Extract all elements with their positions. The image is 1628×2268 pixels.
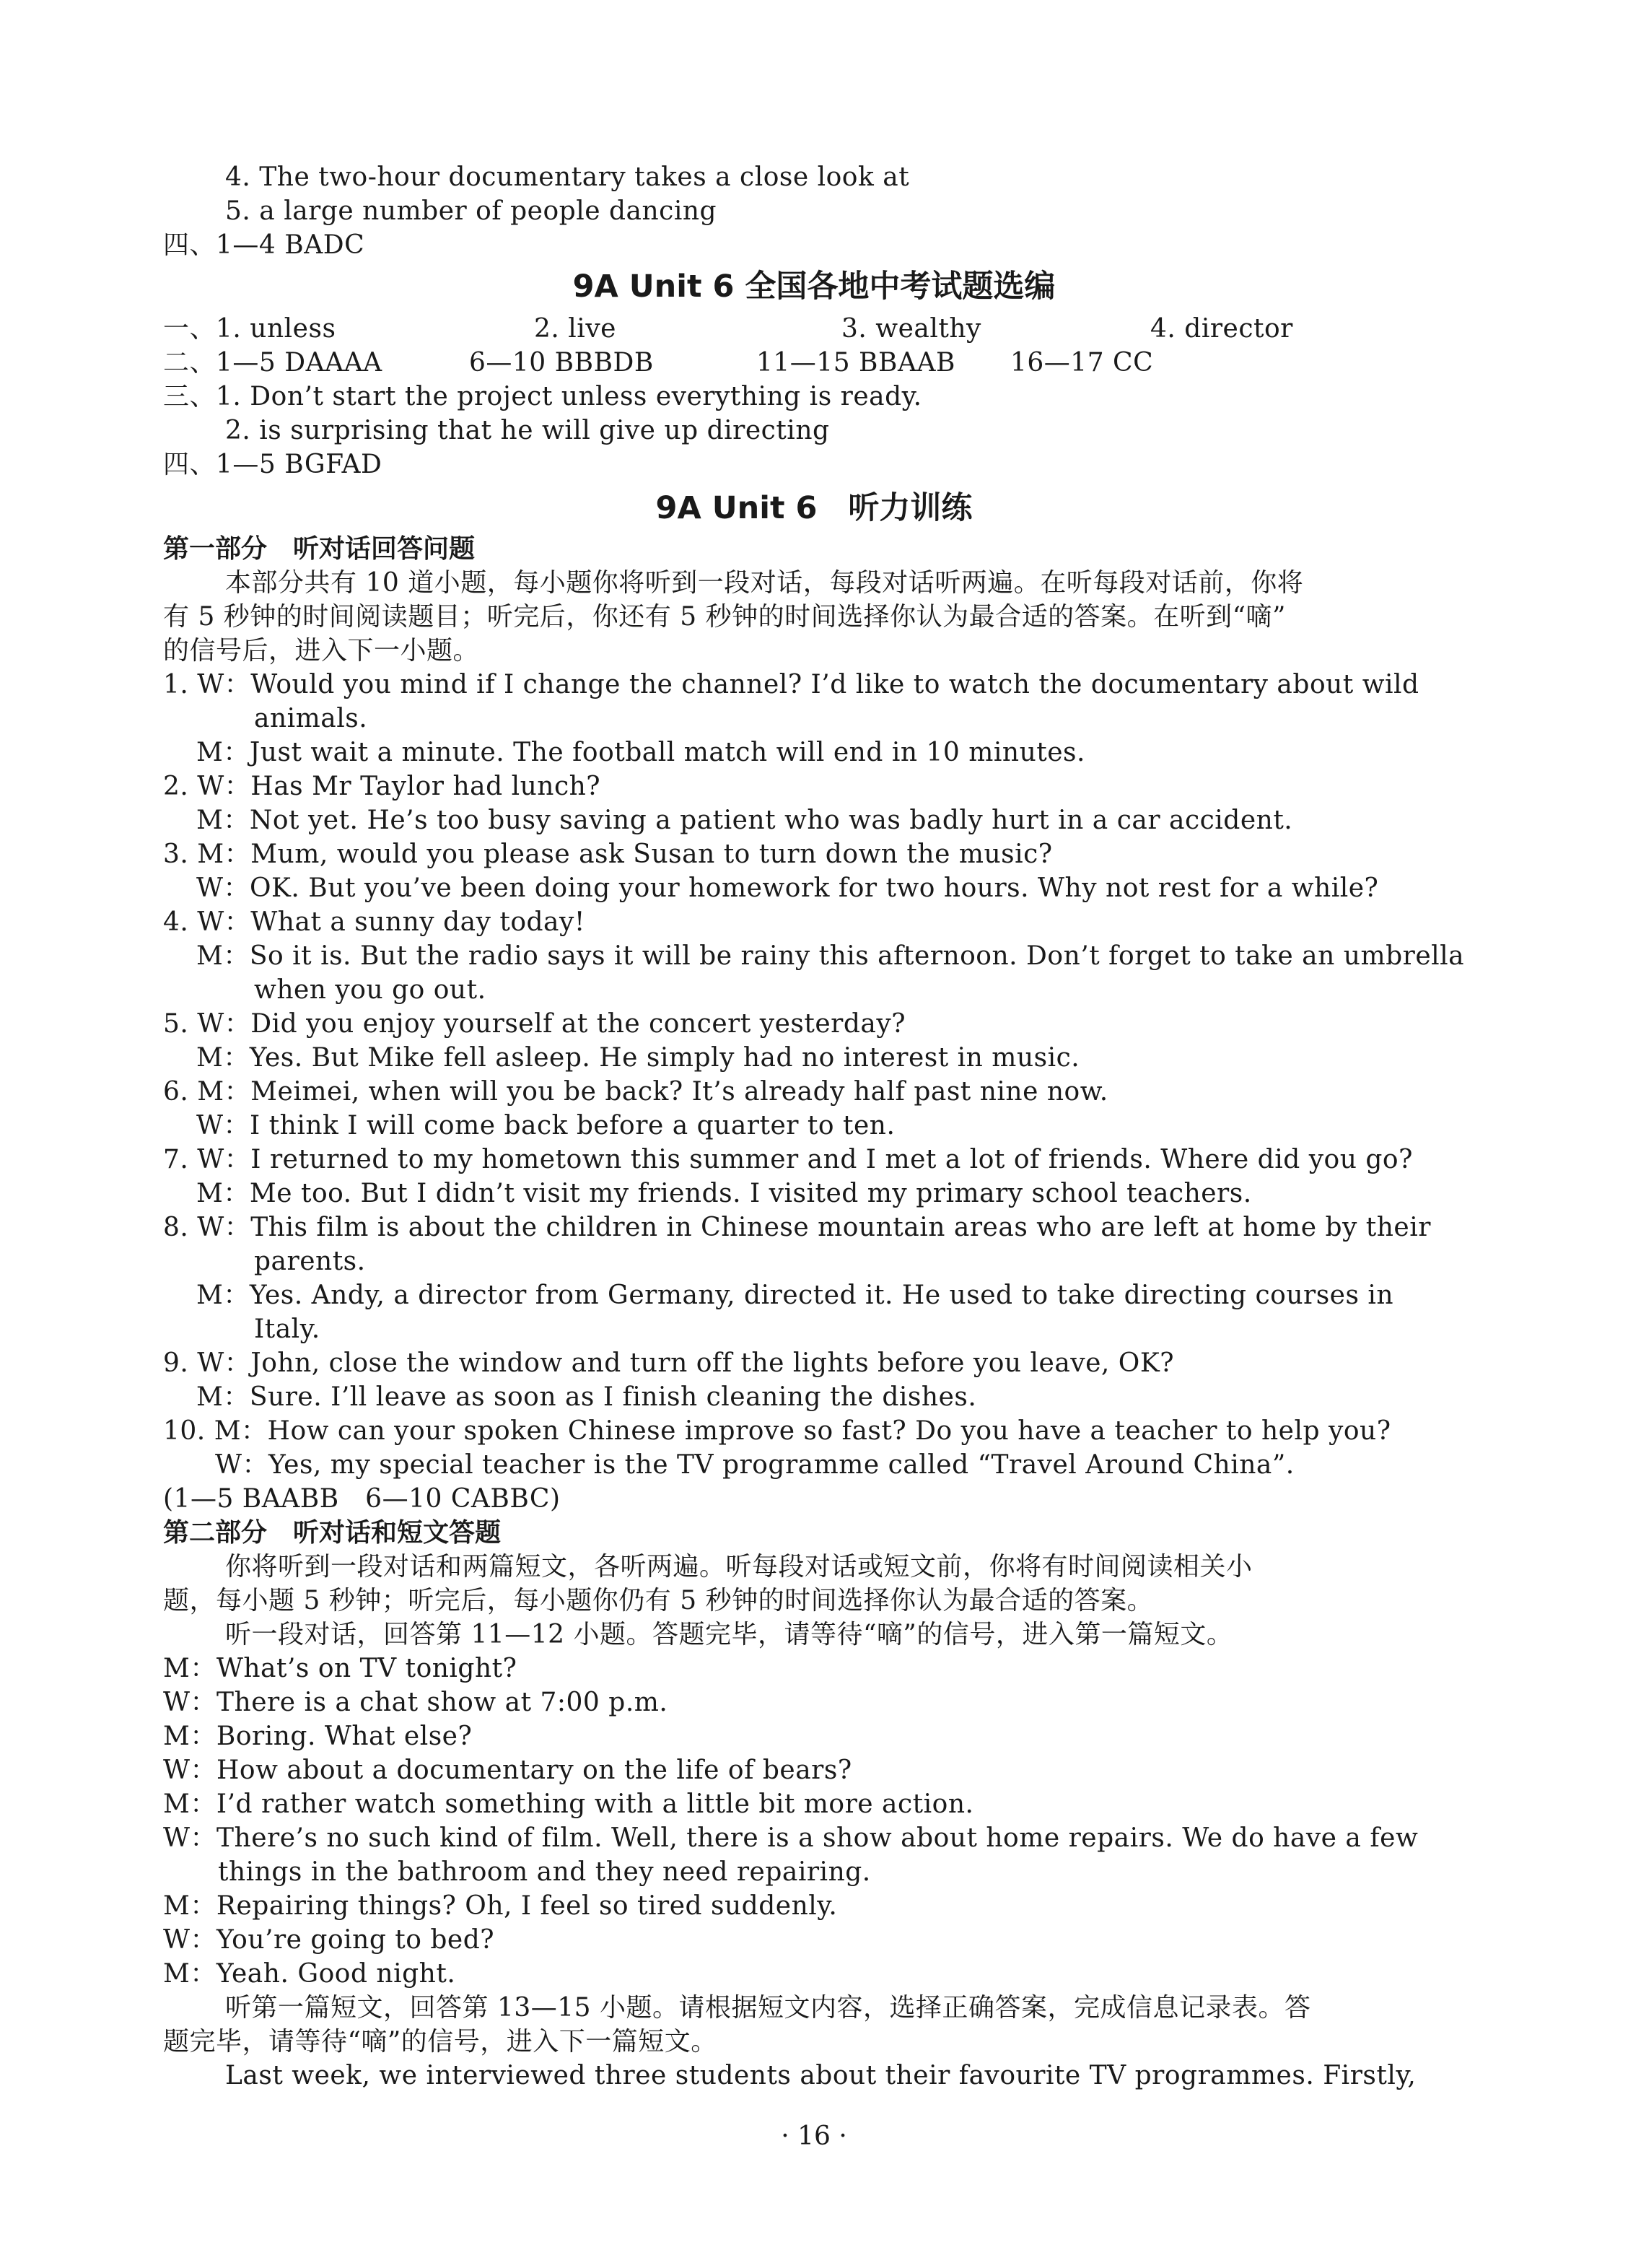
exam-s1-item2: 2. live xyxy=(534,314,616,344)
dialogue6-m: 6. M：Meimei, when will you be back? It’s already half past nine now. xyxy=(163,1077,1108,1107)
dialogue7-m: M：Me too. But I didn’t visit my friends. I visited my primary school teachers. xyxy=(196,1179,1252,1208)
part1-intro-line1: 本部分共有 10 道小题，每小题你将听到一段对话，每段对话听两遍。在听每段对话前，你将 xyxy=(225,568,1304,598)
part2-intro-line3: 听一段对话，回答第 11—12 小题。答题完毕，请等待“嘀”的信号，进入第一篇短文。 xyxy=(225,1620,1233,1649)
dialogue1-m: M：Just wait a minute. The football match will end in 10 minutes. xyxy=(196,738,1085,767)
dialogue5-w: 5. W：Did you enjoy yourself at the concert yesterday? xyxy=(163,1009,906,1039)
part2-intro-line2: 题，每小题 5 秒钟；听完后，每小题你仍有 5 秒钟的时间选择你认为最合适的答案。 xyxy=(163,1586,1154,1615)
part1-intro-line3: 的信号后，进入下一小题。 xyxy=(163,636,480,666)
conversation-line7: M：Repairing things? Oh, I feel so tired suddenly. xyxy=(163,1891,838,1921)
conversation-line1: M：What’s on TV tonight? xyxy=(163,1654,517,1683)
dialogue9-w: 9. W：John, close the window and turn off the lights before you leave, OK? xyxy=(163,1348,1175,1378)
dialogue8-m-line1: M：Yes. Andy, a director from Germany, directed it. He used to take directing courses in xyxy=(196,1281,1394,1310)
dialogue10-w: W：Yes, my special teacher is the TV programme called “Travel Around China”. xyxy=(215,1450,1295,1480)
exam-s1-item4: 4. director xyxy=(1150,314,1293,344)
part1-heading: 第一部分 听对话回答问题 xyxy=(163,534,476,564)
passage1-intro-line2: 题完毕，请等待“嘀”的信号，进入下一篇短文。 xyxy=(163,2027,717,2057)
dialogue5-m: M：Yes. But Mike fell asleep. He simply had no interest in music. xyxy=(196,1043,1080,1073)
dialogue4-w: 4. W：What a sunny day today! xyxy=(163,907,585,937)
exam-s3-line2: 2. is surprising that he will give up directing xyxy=(225,416,830,445)
dialogue8-m-line2: Italy. xyxy=(254,1314,320,1344)
exam-s4: 四、1—5 BGFAD xyxy=(163,450,382,479)
exam-s3-line1: 三、1. Don’t start the project unless everything is ready. xyxy=(163,382,922,411)
dialogue10-m: 10. M：How can your spoken Chinese improve so fast? Do you have a teacher to help you? xyxy=(163,1416,1391,1446)
passage1-intro-line1: 听第一篇短文，回答第 13—15 小题。请根据短文内容，选择正确答案，完成信息记录表。答 xyxy=(225,1993,1311,2023)
dialogue7-w: 7. W：I returned to my hometown this summer and I met a lot of friends. Where did you go? xyxy=(163,1145,1413,1174)
conversation-line5: M：I’d rather watch something with a little bit more action. xyxy=(163,1789,974,1819)
exam-s2-group1: 二、1—5 DAAAA xyxy=(163,348,382,378)
conversation-line2: W：There is a chat show at 7:00 p.m. xyxy=(163,1688,668,1717)
dialogue2-w: 2. W：Has Mr Taylor had lunch? xyxy=(163,772,601,801)
dialogue8-w-line2: parents. xyxy=(254,1247,366,1276)
dialogue3-w: W：OK. But you’ve been doing your homework for two hours. Why not rest for a while? xyxy=(196,873,1379,903)
prev-section-4: 四、1—4 BADC xyxy=(163,230,365,260)
conversation-line4: W：How about a documentary on the life of bears? xyxy=(163,1755,852,1785)
part1-answers: (1—5 BAABB 6—10 CABBC) xyxy=(163,1484,561,1514)
dialogue8-w-line1: 8. W：This film is about the children in Chinese mountain areas who are left at home by their xyxy=(163,1213,1431,1242)
dialogue1-w-line1: 1. W：Would you mind if I change the channel? I’d like to watch the documentary about wild xyxy=(163,670,1419,699)
conversation-line9: M：Yeah. Good night. xyxy=(163,1959,456,1989)
conversation-line6b: things in the bathroom and they need repairing. xyxy=(218,1857,871,1887)
dialogue2-m: M：Not yet. He’s too busy saving a patient who was badly hurt in a car accident. xyxy=(196,806,1293,835)
exam-section-title: 9A Unit 6 全国各地中考试题选编 xyxy=(572,269,1056,305)
dialogue6-w: W：I think I will come back before a quarter to ten. xyxy=(196,1111,896,1140)
dialogue1-w-line2: animals. xyxy=(254,704,368,733)
dialogue3-m: 3. M：Mum, would you please ask Susan to turn down the music? xyxy=(163,839,1053,869)
exam-s1-item3: 3. wealthy xyxy=(841,314,981,344)
part1-intro-line2: 有 5 秒钟的时间阅读题目；听完后，你还有 5 秒钟的时间选择你认为最合适的答案。在听到“嘀” xyxy=(163,602,1286,632)
conversation-line8: W：You’re going to bed? xyxy=(163,1925,495,1955)
prev-line-5: 5. a large number of people dancing xyxy=(225,196,717,226)
prev-line-4: 4. The two-hour documentary takes a close look at xyxy=(225,162,910,192)
part2-intro-line1: 你将听到一段对话和两篇短文，各听两遍。听每段对话或短文前，你将有时间阅读相关小 xyxy=(225,1552,1253,1582)
listening-section-title: 9A Unit 6 听力训练 xyxy=(655,490,973,526)
part2-heading: 第二部分 听对话和短文答题 xyxy=(163,1518,502,1548)
dialogue4-m-line2: when you go out. xyxy=(254,975,486,1005)
exam-s1-item1: 一、1. unless xyxy=(163,314,336,344)
page-number: · 16 · xyxy=(781,2121,847,2151)
exam-s2-group4: 16—17 CC xyxy=(1010,348,1154,378)
conversation-line3: M：Boring. What else? xyxy=(163,1722,473,1751)
dialogue9-m: M：Sure. I’ll leave as soon as I finish cleaning the dishes. xyxy=(196,1382,977,1412)
exam-s2-group2: 6—10 BBBDB xyxy=(469,348,654,378)
dialogue4-m-line1: M：So it is. But the radio says it will be rainy this afternoon. Don’t forget to take an umbrella xyxy=(196,941,1465,971)
exam-s2-group3: 11—15 BBAAB xyxy=(756,348,955,378)
passage1-text: Last week, we interviewed three students about their favourite TV programmes. Firstly, xyxy=(225,2061,1417,2090)
conversation-line6a: W：There’s no such kind of film. Well, there is a show about home repairs. We do have a few xyxy=(163,1823,1419,1853)
